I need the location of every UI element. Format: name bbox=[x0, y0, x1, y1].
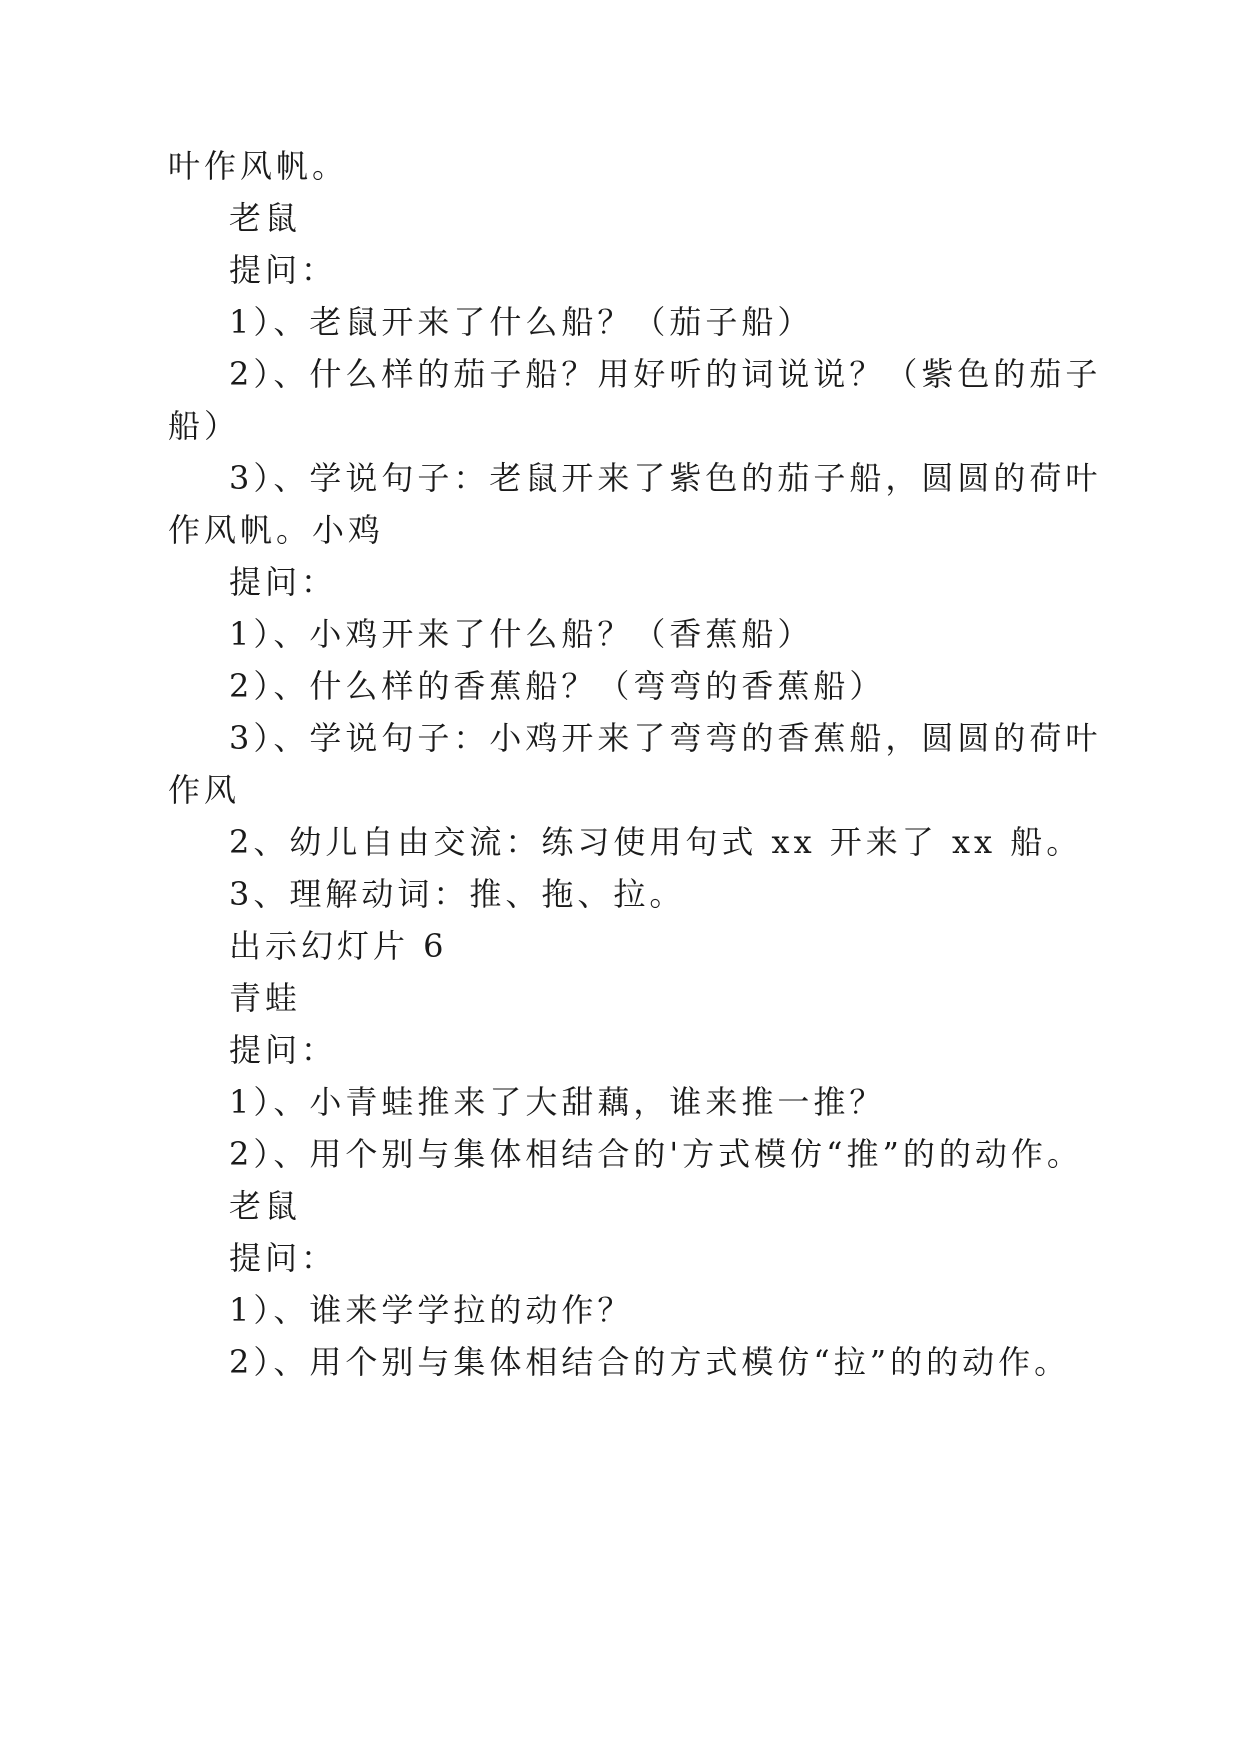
text-line: 2）、什么样的茄子船？用好听的词说说？（紫色的茄子 bbox=[229, 355, 1102, 393]
text-line: 提问： bbox=[229, 563, 338, 601]
text-line: 叶作风帆。 bbox=[168, 147, 349, 185]
text-line: 老鼠 bbox=[229, 199, 302, 237]
text-line: 2）、什么样的香蕉船？（弯弯的香蕉船） bbox=[229, 667, 886, 705]
text-line: 1）、谁来学学拉的动作？ bbox=[229, 1291, 634, 1329]
text-line: 1）、老鼠开来了什么船？（茄子船） bbox=[229, 303, 814, 341]
text-line: 出示幻灯片 6 bbox=[229, 927, 448, 965]
text-line: 3）、学说句子：小鸡开来了弯弯的香蕉船，圆圆的荷叶 bbox=[229, 719, 1102, 757]
text-line: 2）、用个别与集体相结合的'方式模仿“推”的的动作。 bbox=[229, 1135, 1083, 1173]
text-line: 1）、小青蛙推来了大甜藕，谁来推一推？ bbox=[229, 1083, 886, 1121]
text-line: 青蛙 bbox=[229, 979, 302, 1017]
text-line: 1）、小鸡开来了什么船？（香蕉船） bbox=[229, 615, 814, 653]
text-line: 作风帆。小鸡 bbox=[168, 511, 385, 549]
text-line: 提问： bbox=[229, 1031, 338, 1069]
text-line: 提问： bbox=[229, 251, 338, 289]
text-line: 3、理解动词：推、拖、拉。 bbox=[229, 875, 686, 913]
text-line: 2、幼儿自由交流：练习使用句式 xx 开来了 xx 船。 bbox=[229, 823, 1083, 861]
text-line: 作风 bbox=[168, 771, 241, 809]
text-line: 2）、用个别与集体相结合的方式模仿“拉”的的动作。 bbox=[229, 1343, 1071, 1381]
text-line: 提问： bbox=[229, 1239, 338, 1277]
text-line: 3）、学说句子：老鼠开来了紫色的茄子船，圆圆的荷叶 bbox=[229, 459, 1102, 497]
text-line: 船） bbox=[168, 407, 241, 445]
text-line: 老鼠 bbox=[229, 1187, 302, 1225]
